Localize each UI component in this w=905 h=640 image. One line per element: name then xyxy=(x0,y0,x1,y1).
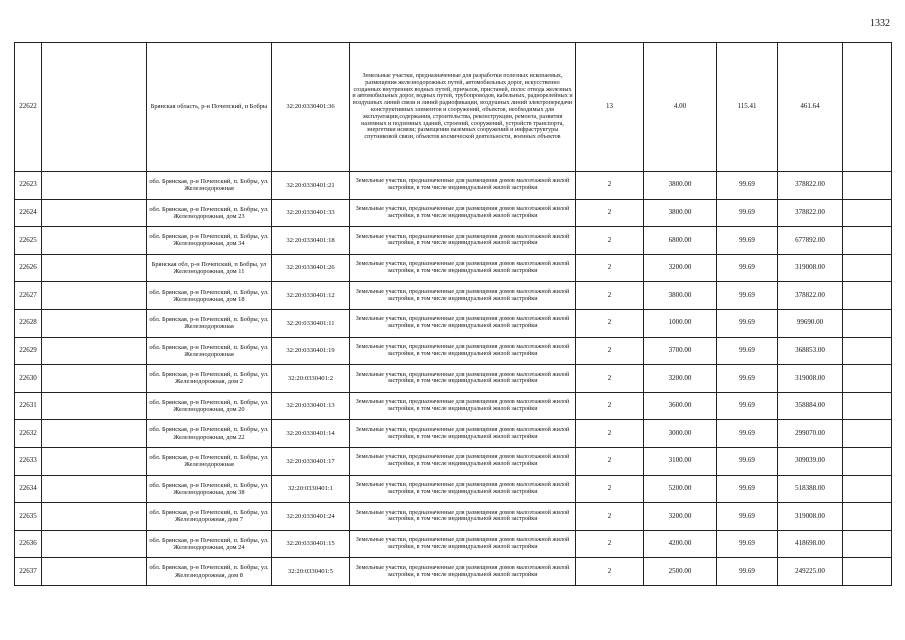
cadastral-number-cell: 32:20:0330401:21 xyxy=(272,172,350,200)
page-number: 1332 xyxy=(870,18,890,29)
table-row xyxy=(15,447,892,475)
area-cell: 3200.00 xyxy=(644,254,717,282)
cadastral-number-cell: 32:20:0330401:17 xyxy=(272,447,350,475)
use-group-cell: 2 xyxy=(576,365,644,393)
table-row xyxy=(15,337,892,365)
empty-cell xyxy=(42,447,147,475)
address-cell: обл. Брянская, р-н Почепский, п. Бобры, ул. Железнодорожная, дом 2 xyxy=(147,365,272,393)
record-number-cell: 22637 xyxy=(15,558,42,586)
cadastral-value-cell: 378822.00 xyxy=(778,199,843,227)
specific-value-cell: 99.69 xyxy=(717,282,778,310)
cadastral-value-cell: 299070.00 xyxy=(778,420,843,448)
empty-cell xyxy=(42,254,147,282)
address-cell: обл. Брянская, р-н Почепский, п. Бобры, ул. Железнодорожная xyxy=(147,309,272,337)
cadastral-value-cell: 319008.00 xyxy=(778,365,843,393)
table-row xyxy=(15,420,892,448)
cadastral-number-cell: 32:20:0330401:19 xyxy=(272,337,350,365)
empty-cell xyxy=(843,254,892,282)
record-number-cell: 22635 xyxy=(15,503,42,531)
specific-value-cell: 99.69 xyxy=(717,503,778,531)
record-number-cell: 22633 xyxy=(15,447,42,475)
permitted-use-cell: Земельные участки, предназначенные для размещения домов малоэтажной жилой застройки, в том числе индивидуальной жилой застройки xyxy=(350,447,576,475)
cadastral-number-cell: 32:20:0330401:33 xyxy=(272,199,350,227)
table-row xyxy=(15,199,892,227)
cadastral-number-cell: 32:20:0330401:18 xyxy=(272,227,350,255)
permitted-use-cell: Земельные участки, предназначенные для размещения домов малоэтажной жилой застройки, в том числе индивидуальной жилой застройки xyxy=(350,503,576,531)
empty-cell xyxy=(843,365,892,393)
specific-value-cell: 99.69 xyxy=(717,309,778,337)
table-row xyxy=(15,392,892,420)
area-cell: 3200.00 xyxy=(644,503,717,531)
cadastral-number-cell: 32:20:0330401:13 xyxy=(272,392,350,420)
area-cell: 5200.00 xyxy=(644,475,717,503)
cadastral-number-cell: 32:20:0330401:36 xyxy=(272,43,350,172)
specific-value-cell: 99.69 xyxy=(717,337,778,365)
record-number-cell: 22631 xyxy=(15,392,42,420)
use-group-cell: 2 xyxy=(576,447,644,475)
permitted-use-cell: Земельные участки, предназначенные для размещения домов малоэтажной жилой застройки, в том числе индивидуальной жилой застройки xyxy=(350,420,576,448)
cadastral-value-cell: 309039.00 xyxy=(778,447,843,475)
use-group-cell: 2 xyxy=(576,254,644,282)
permitted-use-cell: Земельные участки, предназначенные для размещения домов малоэтажной жилой застройки, в том числе индивидуальной жилой застройки xyxy=(350,199,576,227)
empty-cell xyxy=(42,43,147,172)
empty-cell xyxy=(843,172,892,200)
empty-cell xyxy=(42,365,147,393)
empty-cell xyxy=(843,199,892,227)
empty-cell xyxy=(843,530,892,558)
cadastral-number-cell: 32:20:0330401:11 xyxy=(272,309,350,337)
address-cell: обл. Брянская, р-н Почепский, п. Бобры, ул. Железнодорожная, дом 22 xyxy=(147,420,272,448)
cadastral-value-cell: 319008.00 xyxy=(778,503,843,531)
record-number-cell: 22625 xyxy=(15,227,42,255)
empty-cell xyxy=(42,199,147,227)
record-number-cell: 22624 xyxy=(15,199,42,227)
permitted-use-cell: Земельные участки, предназначенные для размещения домов малоэтажной жилой застройки, в том числе индивидуальной жилой застройки xyxy=(350,227,576,255)
record-number-cell: 22622 xyxy=(15,43,42,172)
address-cell: Брянская обл, р-н Почепский, п Бобры, ул Железнодорожная, дом 11 xyxy=(147,254,272,282)
permitted-use-cell: Земельные участки, предназначенные для размещения домов малоэтажной жилой застройки, в том числе индивидуальной жилой застройки xyxy=(350,475,576,503)
area-cell: 3600.00 xyxy=(644,392,717,420)
cadastral-number-cell: 32:20:0330401:14 xyxy=(272,420,350,448)
address-cell: обл. Брянская, р-н Почепский, п. Бобры, ул. Железнодорожная, дом 18 xyxy=(147,282,272,310)
empty-cell xyxy=(42,282,147,310)
table-row xyxy=(15,282,892,310)
specific-value-cell: 99.69 xyxy=(717,558,778,586)
empty-cell xyxy=(843,447,892,475)
cadastral-number-cell: 32:20:0330401:15 xyxy=(272,530,350,558)
table-row xyxy=(15,227,892,255)
specific-value-cell: 99.69 xyxy=(717,392,778,420)
cadastral-number-cell: 32:20:0330401:12 xyxy=(272,282,350,310)
address-cell: обл. Брянская, р-н Почепский, п. Бобры, ул. Железнодорожная, дом 8 xyxy=(147,558,272,586)
cadastral-value-cell: 518388.00 xyxy=(778,475,843,503)
empty-cell xyxy=(42,227,147,255)
table-row xyxy=(15,475,892,503)
area-cell: 4.00 xyxy=(644,43,717,172)
cadastral-number-cell: 32:20:0330401:2 xyxy=(272,365,350,393)
specific-value-cell: 99.69 xyxy=(717,420,778,448)
permitted-use-cell: Земельные участки, предназначенные для размещения домов малоэтажной жилой застройки, в том числе индивидуальной жилой застройки xyxy=(350,254,576,282)
cadastral-value-cell: 378822.00 xyxy=(778,172,843,200)
specific-value-cell: 99.69 xyxy=(717,227,778,255)
address-cell: обл. Брянская, р-н Почепский, п. Бобры, ул. Железнодорожная xyxy=(147,172,272,200)
area-cell: 2500.00 xyxy=(644,558,717,586)
address-cell: обл. Брянская, р-н Почепский, п. Бобры, ул. Железнодорожная xyxy=(147,447,272,475)
empty-cell xyxy=(42,337,147,365)
cadastral-value-cell: 249225.00 xyxy=(778,558,843,586)
specific-value-cell: 99.69 xyxy=(717,254,778,282)
area-cell: 3800.00 xyxy=(644,172,717,200)
area-cell: 3800.00 xyxy=(644,282,717,310)
area-cell: 3100.00 xyxy=(644,447,717,475)
use-group-cell: 2 xyxy=(576,199,644,227)
permitted-use-cell: Земельные участки, предназначенные для размещения домов малоэтажной жилой застройки, в том числе индивидуальной жилой застройки xyxy=(350,365,576,393)
empty-cell xyxy=(42,172,147,200)
address-cell: обл. Брянская, р-н Почепский, п. Бобры, ул. Железнодорожная, дом 34 xyxy=(147,227,272,255)
empty-cell xyxy=(843,282,892,310)
area-cell: 1000.00 xyxy=(644,309,717,337)
area-cell: 3700.00 xyxy=(644,337,717,365)
specific-value-cell: 99.69 xyxy=(717,199,778,227)
empty-cell xyxy=(843,420,892,448)
permitted-use-cell: Земельные участки, предназначенные для размещения домов малоэтажной жилой застройки, в том числе индивидуальной жилой застройки xyxy=(350,282,576,310)
empty-cell xyxy=(42,530,147,558)
table-row xyxy=(15,254,892,282)
use-group-cell: 2 xyxy=(576,475,644,503)
table-row xyxy=(15,172,892,200)
address-cell: обл. Брянская, р-н Почепский, п. Бобры, ул. Железнодорожная, дом 23 xyxy=(147,199,272,227)
table-body xyxy=(15,43,892,586)
table-row xyxy=(15,530,892,558)
empty-cell xyxy=(843,43,892,172)
permitted-use-cell: Земельные участки, предназначенные для разработки полезных ископаемых, размещения железнодорожных путей, автомобильных дорог, искусственно созданных внутренних водных путей, причалов, пристаней, полос отвода железных и автомобильных дорог, водных путей, трубопроводов, кабельных, радиорелейных и воздушных линий связи и линий радиофикации, воздушных линий электропередачи конструктивных элементов и сооружений, объектов, необходимых для эксплуатации,содержания, строительства, реконструкции, ремонта, развития наземных и подземных зданий, строений, сооружений, устройств транспорта, энергетики исвязи; размещения наземных сооружений и инфраструктуры спутниковой связи, объектов космической деятельности, военных объектов xyxy=(350,43,576,172)
use-group-cell: 2 xyxy=(576,172,644,200)
address-cell: обл. Брянская, р-н Почепский, п. Бобры, ул. Железнодорожная, дом 24 xyxy=(147,530,272,558)
area-cell: 3200.00 xyxy=(644,365,717,393)
table-row xyxy=(15,309,892,337)
permitted-use-cell: Земельные участки, предназначенные для размещения домов малоэтажной жилой застройки, в том числе индивидуальной жилой застройки xyxy=(350,558,576,586)
empty-cell xyxy=(843,227,892,255)
empty-cell xyxy=(42,420,147,448)
record-number-cell: 22629 xyxy=(15,337,42,365)
empty-cell xyxy=(843,558,892,586)
table-row xyxy=(15,43,892,172)
cadastral-number-cell: 32:20:0330401:26 xyxy=(272,254,350,282)
cadastral-value-cell: 368853.00 xyxy=(778,337,843,365)
use-group-cell: 2 xyxy=(576,503,644,531)
cadastral-value-table xyxy=(14,42,892,586)
use-group-cell: 2 xyxy=(576,530,644,558)
permitted-use-cell: Земельные участки, предназначенные для размещения домов малоэтажной жилой застройки, в том числе индивидуальной жилой застройки xyxy=(350,337,576,365)
area-cell: 3800.00 xyxy=(644,199,717,227)
record-number-cell: 22630 xyxy=(15,365,42,393)
cadastral-value-cell: 461.64 xyxy=(778,43,843,172)
use-group-cell: 13 xyxy=(576,43,644,172)
cadastral-value-cell: 358884.00 xyxy=(778,392,843,420)
record-number-cell: 22627 xyxy=(15,282,42,310)
cadastral-number-cell: 32:20:0330401:1 xyxy=(272,475,350,503)
record-number-cell: 22632 xyxy=(15,420,42,448)
use-group-cell: 2 xyxy=(576,309,644,337)
empty-cell xyxy=(42,475,147,503)
empty-cell xyxy=(42,503,147,531)
permitted-use-cell: Земельные участки, предназначенные для размещения домов малоэтажной жилой застройки, в том числе индивидуальной жилой застройки xyxy=(350,392,576,420)
specific-value-cell: 99.69 xyxy=(717,530,778,558)
cadastral-value-cell: 378822.00 xyxy=(778,282,843,310)
empty-cell xyxy=(42,392,147,420)
area-cell: 4200.00 xyxy=(644,530,717,558)
record-number-cell: 22628 xyxy=(15,309,42,337)
permitted-use-cell: Земельные участки, предназначенные для размещения домов малоэтажной жилой застройки, в том числе индивидуальной жилой застройки xyxy=(350,172,576,200)
cadastral-number-cell: 32:20:0330401:24 xyxy=(272,503,350,531)
use-group-cell: 2 xyxy=(576,558,644,586)
empty-cell xyxy=(843,392,892,420)
record-number-cell: 22623 xyxy=(15,172,42,200)
specific-value-cell: 99.69 xyxy=(717,365,778,393)
empty-cell xyxy=(42,558,147,586)
cadastral-value-cell: 99690.00 xyxy=(778,309,843,337)
table-row xyxy=(15,365,892,393)
empty-cell xyxy=(42,309,147,337)
permitted-use-cell: Земельные участки, предназначенные для размещения домов малоэтажной жилой застройки, в том числе индивидуальной жилой застройки xyxy=(350,530,576,558)
cadastral-value-cell: 677892.00 xyxy=(778,227,843,255)
cadastral-value-cell: 418698.00 xyxy=(778,530,843,558)
specific-value-cell: 99.69 xyxy=(717,475,778,503)
address-cell: обл. Брянская, р-н Почепский, п. Бобры, ул. Железнодорожная xyxy=(147,337,272,365)
specific-value-cell: 99.69 xyxy=(717,447,778,475)
cadastral-value-cell: 319008.00 xyxy=(778,254,843,282)
record-number-cell: 22634 xyxy=(15,475,42,503)
empty-cell xyxy=(843,503,892,531)
table-row xyxy=(15,503,892,531)
empty-cell xyxy=(843,309,892,337)
record-number-cell: 22626 xyxy=(15,254,42,282)
use-group-cell: 2 xyxy=(576,282,644,310)
use-group-cell: 2 xyxy=(576,420,644,448)
empty-cell xyxy=(843,337,892,365)
use-group-cell: 2 xyxy=(576,337,644,365)
table-row xyxy=(15,558,892,586)
record-number-cell: 22636 xyxy=(15,530,42,558)
use-group-cell: 2 xyxy=(576,227,644,255)
address-cell: обл. Брянская, р-н Почепский, п. Бобры, ул. Железнодорожная, дом 7 xyxy=(147,503,272,531)
area-cell: 6800.00 xyxy=(644,227,717,255)
address-cell: Брянская область, р-н Почепский, п Бобры xyxy=(147,43,272,172)
specific-value-cell: 115.41 xyxy=(717,43,778,172)
permitted-use-cell: Земельные участки, предназначенные для размещения домов малоэтажной жилой застройки, в том числе индивидуальной жилой застройки xyxy=(350,309,576,337)
address-cell: обл. Брянская, р-н Почепский, п. Бобры, ул. Железнодорожная, дом 38 xyxy=(147,475,272,503)
specific-value-cell: 99.69 xyxy=(717,172,778,200)
address-cell: обл. Брянская, р-н Почепский, п. Бобры, ул. Железнодорожная, дом 20 xyxy=(147,392,272,420)
cadastral-number-cell: 32:20:0330401:5 xyxy=(272,558,350,586)
area-cell: 3000.00 xyxy=(644,420,717,448)
use-group-cell: 2 xyxy=(576,392,644,420)
empty-cell xyxy=(843,475,892,503)
